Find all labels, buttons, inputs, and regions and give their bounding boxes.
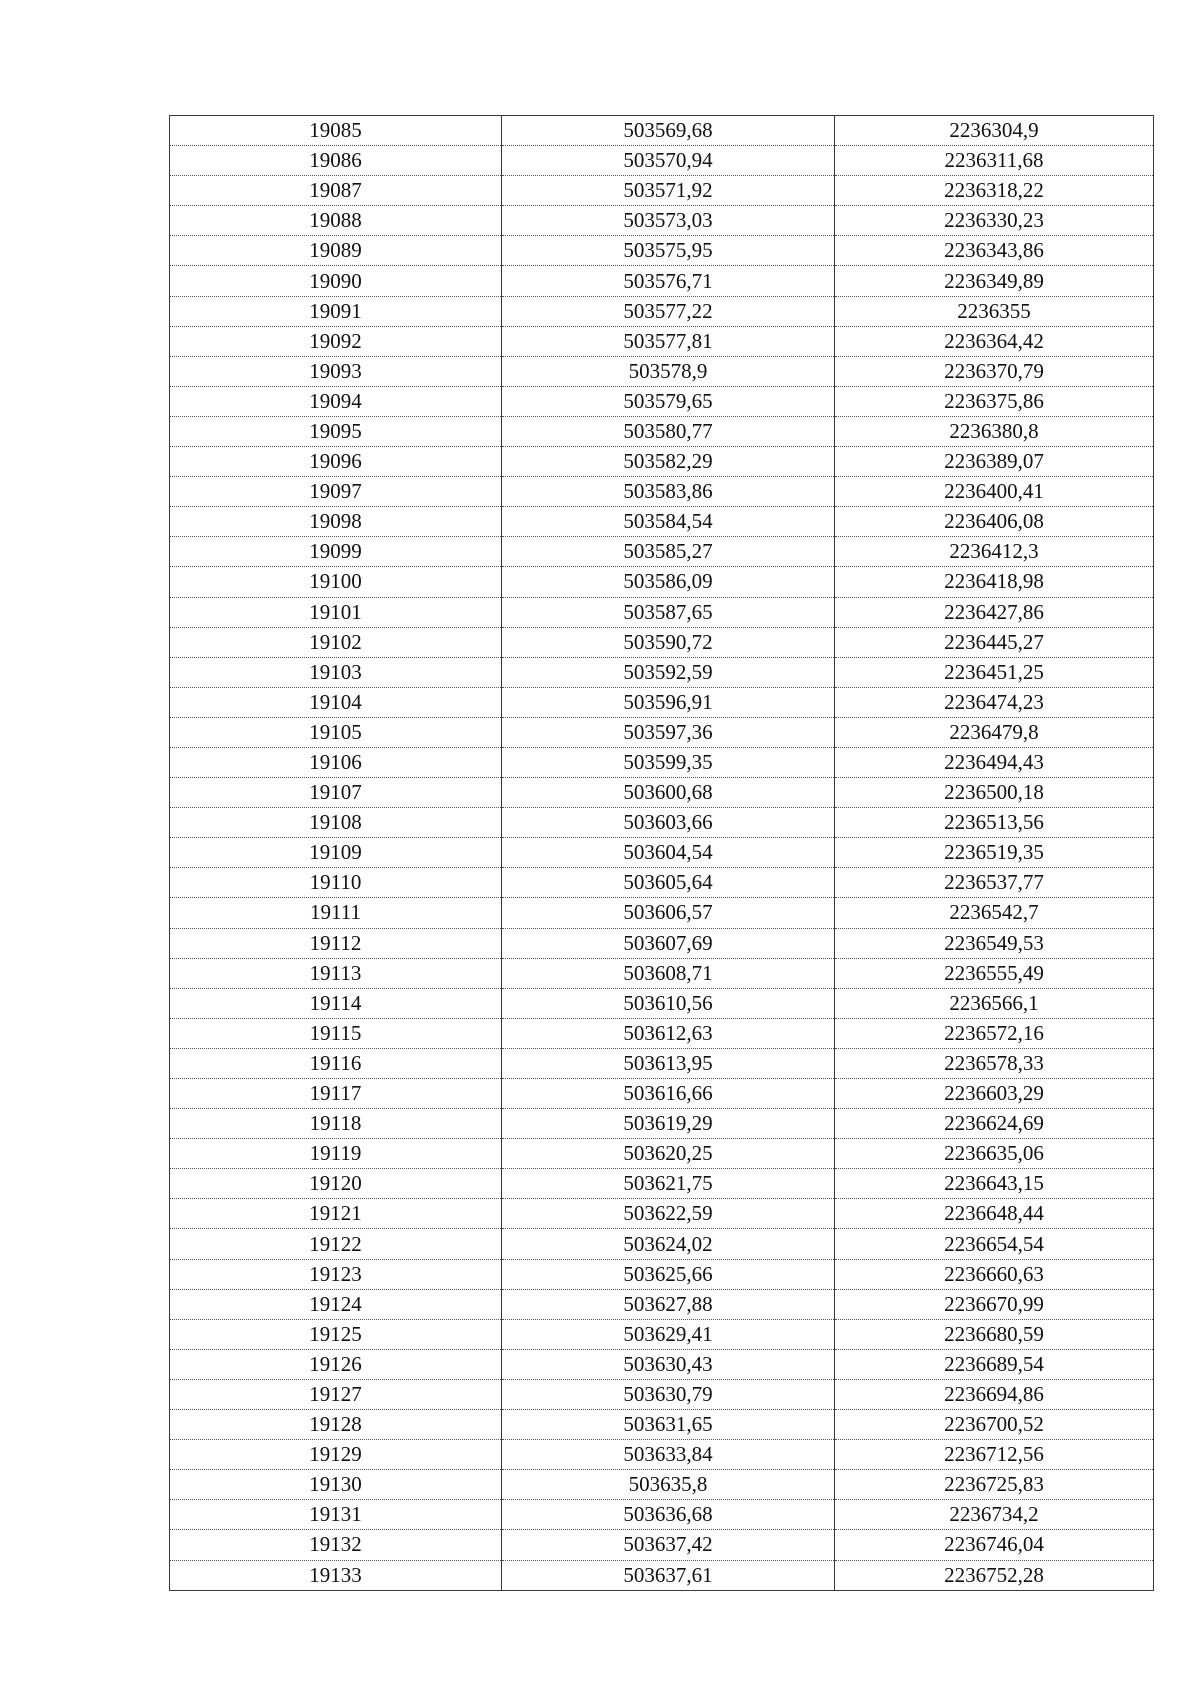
table-row: [170, 687, 1154, 717]
y-coordinate-cell: 2236542,7: [835, 898, 1154, 928]
table-row: [170, 116, 1154, 146]
table-row: [170, 1379, 1154, 1409]
point-number-cell: 19099: [170, 537, 502, 567]
point-number-cell: 19131: [170, 1500, 502, 1530]
x-coordinate-cell: 503597,36: [502, 717, 835, 747]
x-coordinate-cell: 503586,09: [502, 567, 835, 597]
x-coordinate-cell: 503596,91: [502, 687, 835, 717]
point-number-cell: 19132: [170, 1530, 502, 1560]
y-coordinate-cell: 2236680,59: [835, 1319, 1154, 1349]
y-coordinate-cell: 2236479,8: [835, 717, 1154, 747]
y-coordinate-cell: 2236734,2: [835, 1500, 1154, 1530]
table-row: [170, 416, 1154, 446]
point-number-cell: 19109: [170, 838, 502, 868]
point-number-cell: 19126: [170, 1349, 502, 1379]
point-number-cell: 19111: [170, 898, 502, 928]
y-coordinate-cell: 2236406,08: [835, 507, 1154, 537]
y-coordinate-cell: 2236474,23: [835, 687, 1154, 717]
x-coordinate-cell: 503627,88: [502, 1289, 835, 1319]
x-coordinate-cell: 503577,22: [502, 296, 835, 326]
y-coordinate-cell: 2236635,06: [835, 1139, 1154, 1169]
table-row: [170, 1530, 1154, 1560]
x-coordinate-cell: 503592,59: [502, 657, 835, 687]
point-number-cell: 19106: [170, 747, 502, 777]
point-number-cell: 19127: [170, 1379, 502, 1409]
table-row: [170, 1440, 1154, 1470]
table-row: [170, 1048, 1154, 1078]
point-number-cell: 19107: [170, 778, 502, 808]
y-coordinate-cell: 2236624,69: [835, 1109, 1154, 1139]
table-row: [170, 1500, 1154, 1530]
x-coordinate-cell: 503629,41: [502, 1319, 835, 1349]
x-coordinate-cell: 503576,71: [502, 266, 835, 296]
point-number-cell: 19100: [170, 567, 502, 597]
table-row: [170, 1289, 1154, 1319]
table-row: [170, 1229, 1154, 1259]
x-coordinate-cell: 503571,92: [502, 176, 835, 206]
x-coordinate-cell: 503583,86: [502, 477, 835, 507]
y-coordinate-cell: 2236364,42: [835, 326, 1154, 356]
x-coordinate-cell: 503579,65: [502, 386, 835, 416]
x-coordinate-cell: 503599,35: [502, 747, 835, 777]
x-coordinate-cell: 503608,71: [502, 958, 835, 988]
y-coordinate-cell: 2236746,04: [835, 1530, 1154, 1560]
point-number-cell: 19093: [170, 356, 502, 386]
y-coordinate-cell: 2236643,15: [835, 1169, 1154, 1199]
y-coordinate-cell: 2236694,86: [835, 1379, 1154, 1409]
table-row: [170, 1018, 1154, 1048]
y-coordinate-cell: 2236572,16: [835, 1018, 1154, 1048]
point-number-cell: 19092: [170, 326, 502, 356]
x-coordinate-cell: 503630,79: [502, 1379, 835, 1409]
y-coordinate-cell: 2236537,77: [835, 868, 1154, 898]
y-coordinate-cell: 2236330,23: [835, 206, 1154, 236]
table-row: [170, 477, 1154, 507]
table-row: [170, 838, 1154, 868]
y-coordinate-cell: 2236660,63: [835, 1259, 1154, 1289]
point-number-cell: 19117: [170, 1079, 502, 1109]
point-number-cell: 19089: [170, 236, 502, 266]
y-coordinate-cell: 2236555,49: [835, 958, 1154, 988]
table-row: [170, 266, 1154, 296]
x-coordinate-cell: 503633,84: [502, 1440, 835, 1470]
table-row: [170, 657, 1154, 687]
y-coordinate-cell: 2236654,54: [835, 1229, 1154, 1259]
x-coordinate-cell: 503580,77: [502, 416, 835, 446]
y-coordinate-cell: 2236427,86: [835, 597, 1154, 627]
point-number-cell: 19101: [170, 597, 502, 627]
x-coordinate-cell: 503605,64: [502, 868, 835, 898]
coordinates-table-body: [170, 116, 1154, 1591]
y-coordinate-cell: 2236418,98: [835, 567, 1154, 597]
table-row: [170, 176, 1154, 206]
point-number-cell: 19104: [170, 687, 502, 717]
x-coordinate-cell: 503637,61: [502, 1560, 835, 1590]
point-number-cell: 19121: [170, 1199, 502, 1229]
point-number-cell: 19112: [170, 928, 502, 958]
y-coordinate-cell: 2236389,07: [835, 447, 1154, 477]
point-number-cell: 19129: [170, 1440, 502, 1470]
table-row: [170, 1259, 1154, 1289]
table-row: [170, 808, 1154, 838]
y-coordinate-cell: 2236689,54: [835, 1349, 1154, 1379]
point-number-cell: 19120: [170, 1169, 502, 1199]
y-coordinate-cell: 2236451,25: [835, 657, 1154, 687]
y-coordinate-cell: 2236400,41: [835, 477, 1154, 507]
x-coordinate-cell: 503620,25: [502, 1139, 835, 1169]
y-coordinate-cell: 2236513,56: [835, 808, 1154, 838]
point-number-cell: 19123: [170, 1259, 502, 1289]
y-coordinate-cell: 2236412,3: [835, 537, 1154, 567]
table-row: [170, 146, 1154, 176]
point-number-cell: 19103: [170, 657, 502, 687]
table-row: [170, 1349, 1154, 1379]
y-coordinate-cell: 2236349,89: [835, 266, 1154, 296]
table-row: [170, 326, 1154, 356]
point-number-cell: 19085: [170, 116, 502, 146]
coordinates-table: [169, 115, 1154, 1591]
point-number-cell: 19090: [170, 266, 502, 296]
point-number-cell: 19108: [170, 808, 502, 838]
table-row: [170, 1410, 1154, 1440]
x-coordinate-cell: 503573,03: [502, 206, 835, 236]
y-coordinate-cell: 2236380,8: [835, 416, 1154, 446]
point-number-cell: 19087: [170, 176, 502, 206]
point-number-cell: 19118: [170, 1109, 502, 1139]
point-number-cell: 19095: [170, 416, 502, 446]
x-coordinate-cell: 503577,81: [502, 326, 835, 356]
point-number-cell: 19094: [170, 386, 502, 416]
x-coordinate-cell: 503585,27: [502, 537, 835, 567]
x-coordinate-cell: 503622,59: [502, 1199, 835, 1229]
x-coordinate-cell: 503624,02: [502, 1229, 835, 1259]
point-number-cell: 19102: [170, 627, 502, 657]
x-coordinate-cell: 503587,65: [502, 597, 835, 627]
y-coordinate-cell: 2236500,18: [835, 778, 1154, 808]
y-coordinate-cell: 2236355: [835, 296, 1154, 326]
x-coordinate-cell: 503613,95: [502, 1048, 835, 1078]
table-row: [170, 356, 1154, 386]
x-coordinate-cell: 503582,29: [502, 447, 835, 477]
x-coordinate-cell: 503570,94: [502, 146, 835, 176]
table-row: [170, 597, 1154, 627]
x-coordinate-cell: 503630,43: [502, 1349, 835, 1379]
table-row: [170, 627, 1154, 657]
y-coordinate-cell: 2236648,44: [835, 1199, 1154, 1229]
point-number-cell: 19115: [170, 1018, 502, 1048]
y-coordinate-cell: 2236445,27: [835, 627, 1154, 657]
x-coordinate-cell: 503575,95: [502, 236, 835, 266]
x-coordinate-cell: 503631,65: [502, 1410, 835, 1440]
x-coordinate-cell: 503584,54: [502, 507, 835, 537]
table-row: [170, 868, 1154, 898]
point-number-cell: 19091: [170, 296, 502, 326]
x-coordinate-cell: 503635,8: [502, 1470, 835, 1500]
x-coordinate-cell: 503569,68: [502, 116, 835, 146]
table-row: [170, 507, 1154, 537]
table-row: [170, 1079, 1154, 1109]
table-row: [170, 747, 1154, 777]
y-coordinate-cell: 2236549,53: [835, 928, 1154, 958]
x-coordinate-cell: 503612,63: [502, 1018, 835, 1048]
table-row: [170, 1560, 1154, 1590]
table-row: [170, 988, 1154, 1018]
x-coordinate-cell: 503621,75: [502, 1169, 835, 1199]
y-coordinate-cell: 2236752,28: [835, 1560, 1154, 1590]
table-row: [170, 1109, 1154, 1139]
point-number-cell: 19113: [170, 958, 502, 988]
y-coordinate-cell: 2236370,79: [835, 356, 1154, 386]
point-number-cell: 19098: [170, 507, 502, 537]
x-coordinate-cell: 503636,68: [502, 1500, 835, 1530]
x-coordinate-cell: 503616,66: [502, 1079, 835, 1109]
point-number-cell: 19096: [170, 447, 502, 477]
x-coordinate-cell: 503606,57: [502, 898, 835, 928]
y-coordinate-cell: 2236519,35: [835, 838, 1154, 868]
table-row: [170, 567, 1154, 597]
point-number-cell: 19122: [170, 1229, 502, 1259]
y-coordinate-cell: 2236578,33: [835, 1048, 1154, 1078]
y-coordinate-cell: 2236670,99: [835, 1289, 1154, 1319]
table-row: [170, 1139, 1154, 1169]
point-number-cell: 19086: [170, 146, 502, 176]
table-row: [170, 1470, 1154, 1500]
y-coordinate-cell: 2236725,83: [835, 1470, 1154, 1500]
table-row: [170, 447, 1154, 477]
table-row: [170, 206, 1154, 236]
y-coordinate-cell: 2236311,68: [835, 146, 1154, 176]
table-row: [170, 1319, 1154, 1349]
table-row: [170, 1169, 1154, 1199]
x-coordinate-cell: 503619,29: [502, 1109, 835, 1139]
y-coordinate-cell: 2236318,22: [835, 176, 1154, 206]
x-coordinate-cell: 503603,66: [502, 808, 835, 838]
x-coordinate-cell: 503604,54: [502, 838, 835, 868]
y-coordinate-cell: 2236343,86: [835, 236, 1154, 266]
x-coordinate-cell: 503578,9: [502, 356, 835, 386]
table-row: [170, 717, 1154, 747]
point-number-cell: 19125: [170, 1319, 502, 1349]
point-number-cell: 19105: [170, 717, 502, 747]
x-coordinate-cell: 503610,56: [502, 988, 835, 1018]
point-number-cell: 19128: [170, 1410, 502, 1440]
table-row: [170, 958, 1154, 988]
point-number-cell: 19110: [170, 868, 502, 898]
y-coordinate-cell: 2236712,56: [835, 1440, 1154, 1470]
y-coordinate-cell: 2236304,9: [835, 116, 1154, 146]
x-coordinate-cell: 503590,72: [502, 627, 835, 657]
point-number-cell: 19130: [170, 1470, 502, 1500]
point-number-cell: 19124: [170, 1289, 502, 1319]
table-row: [170, 928, 1154, 958]
y-coordinate-cell: 2236603,29: [835, 1079, 1154, 1109]
y-coordinate-cell: 2236494,43: [835, 747, 1154, 777]
point-number-cell: 19119: [170, 1139, 502, 1169]
y-coordinate-cell: 2236700,52: [835, 1410, 1154, 1440]
point-number-cell: 19116: [170, 1048, 502, 1078]
x-coordinate-cell: 503600,68: [502, 778, 835, 808]
table-row: [170, 296, 1154, 326]
y-coordinate-cell: 2236375,86: [835, 386, 1154, 416]
table-row: [170, 386, 1154, 416]
x-coordinate-cell: 503637,42: [502, 1530, 835, 1560]
point-number-cell: 19088: [170, 206, 502, 236]
table-row: [170, 1199, 1154, 1229]
x-coordinate-cell: 503607,69: [502, 928, 835, 958]
table-row: [170, 898, 1154, 928]
table-row: [170, 778, 1154, 808]
table-row: [170, 537, 1154, 567]
point-number-cell: 19114: [170, 988, 502, 1018]
x-coordinate-cell: 503625,66: [502, 1259, 835, 1289]
point-number-cell: 19133: [170, 1560, 502, 1590]
table-row: [170, 236, 1154, 266]
point-number-cell: 19097: [170, 477, 502, 507]
y-coordinate-cell: 2236566,1: [835, 988, 1154, 1018]
